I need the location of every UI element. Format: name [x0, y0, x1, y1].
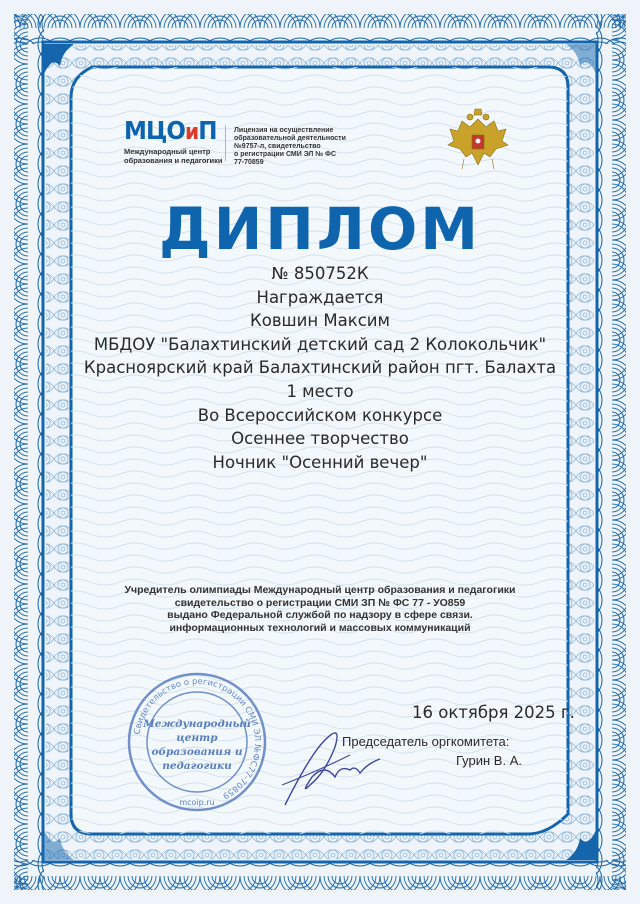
russian-coat-of-arms-icon [442, 105, 514, 177]
logo-divider [225, 125, 226, 161]
place: 1 место [286, 381, 354, 401]
official-stamp [124, 669, 270, 815]
svg-text:Свидетельство о регистрации СМ: Свидетельство о регистрации СМИ ЭЛ №ФС77-70859 [132, 676, 263, 801]
location: Красноярский край Балахтинский район пгт. Балахта [83, 358, 557, 378]
svg-text:mcoip.ru: mcoip.ru [179, 798, 215, 807]
page-title: ДИПЛОМ [159, 195, 481, 263]
diploma-body [0, 262, 640, 474]
svg-text:образования и: образования и [151, 746, 243, 758]
svg-text:Международный: Международный [143, 718, 251, 730]
awarded-label: Награждается [256, 287, 384, 307]
founder-info: Учредитель олимпиады Международный центр образования и педагогики свидетельство о регистрации СМИ ЗП № ФС 77 - УО859 выдано Федеральной службой по надзору в сфере связи. информационных технологий и массовых коммуникаций [124, 584, 516, 634]
contest-type: Во Всероссийском конкурсе [197, 405, 443, 425]
issue-date: 16 октября 2025 г. [412, 703, 575, 722]
svg-text:педагогики: педагогики [162, 760, 232, 772]
signature [280, 715, 390, 815]
mcoip-logo [124, 118, 225, 165]
work-title: Ночник "Осенний вечер" [212, 452, 428, 472]
contest-name: Осеннее творчество [231, 429, 409, 449]
logo-mark: МЦОиП [124, 116, 217, 145]
diploma-number: № 850752К [271, 264, 369, 283]
logo-subtitle: Международный центр образования и педагогики [124, 147, 223, 165]
chair-name: Гурин В. А. [456, 753, 522, 768]
institution: МБДОУ "Балахтинский детский сад 2 Колокольчик" [93, 334, 547, 354]
chair-label: Председатель оргкомитета: [342, 734, 510, 749]
recipient-name: Ковшин Максим [250, 311, 390, 331]
svg-text:центр: центр [176, 732, 218, 744]
license-info: Лицензия на осуществление образовательной деятельности №9757-л, свидетельство о регистрации СМИ ЭЛ № ФС 77-70859 [234, 127, 346, 166]
